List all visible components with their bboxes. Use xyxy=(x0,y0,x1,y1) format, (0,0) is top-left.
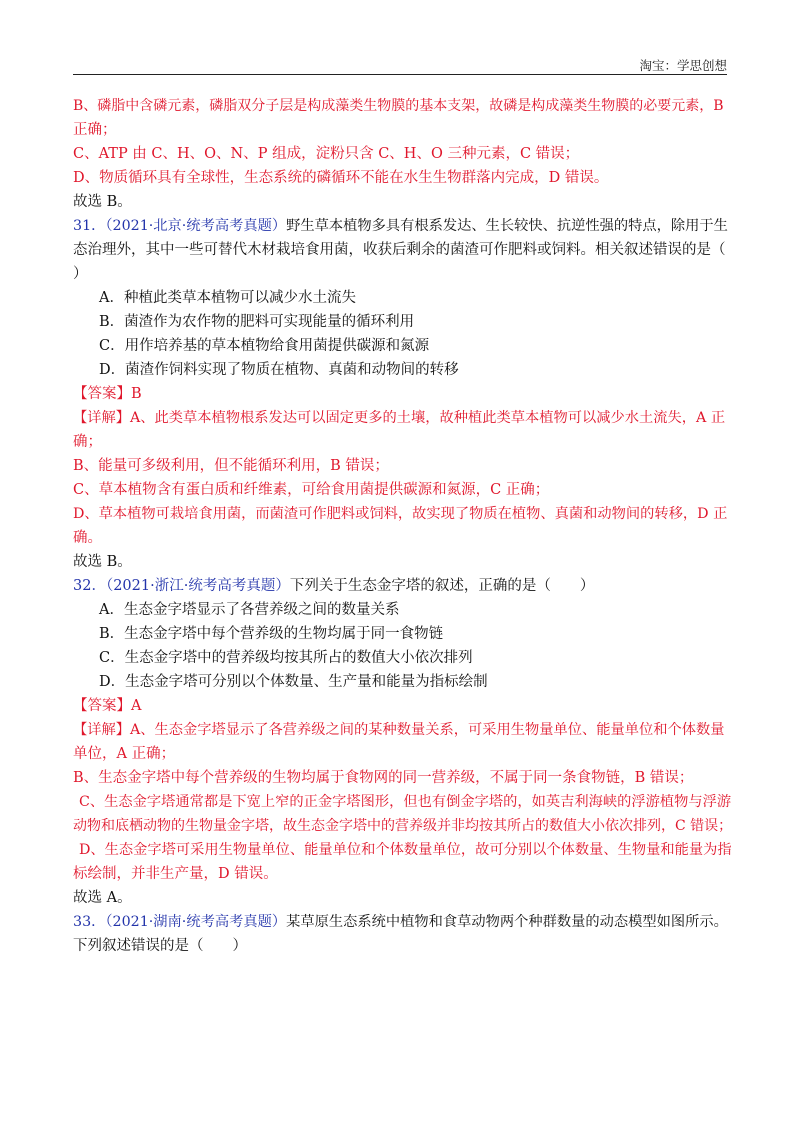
q32-option-b: B．生态金字塔中每个营养级的生物均属于同一食物链 xyxy=(99,626,444,642)
q32-stem-text: 下列关于生态金字塔的叙述，正确的是（ ） xyxy=(289,578,595,594)
q31-number: 31． xyxy=(73,218,106,234)
q31-detail-d-line2: 确。 xyxy=(73,530,102,546)
q32-source: （2021·浙江·统考高考真题） xyxy=(105,578,290,594)
q33-stem-line1 xyxy=(73,910,733,934)
q32-detail-c-line1: C、生态金字塔通常都是下宽上窄的正金字塔图形，但也有倒金字塔的，如英吉利海峡的浮游植物与浮游 xyxy=(79,794,732,810)
q31-detail-c: C、草本植物含有蛋白质和纤维素，可给食用菌提供碳源和氮源，C 正确； xyxy=(73,482,550,498)
q31-source: （2021·北京·统考高考真题） xyxy=(105,218,287,234)
q31-detail-b: B、能量可多级利用，但不能循环利用，B 错误； xyxy=(73,458,389,474)
q31-option-a: A．种植此类草本植物可以减少水土流失 xyxy=(99,290,356,306)
q33-number: 33． xyxy=(73,914,106,930)
q33-stem-text1: 某草原生态系统中植物和食草动物两个种群数量的动态模型如图所示。 xyxy=(286,914,728,930)
q32-detail-d-line1: D、生态金字塔可采用生物量单位、能量单位和个体数量单位，故可分别以个体数量、生物量和能量为指 xyxy=(79,842,732,858)
q32-choose: 故选 A。 xyxy=(73,890,132,906)
q32-option-c: C．生态金字塔中的营养级均按其所占的数值大小依次排列 xyxy=(99,650,473,666)
q31-option-b: B．菌渣作为农作物的肥料可实现能量的循环利用 xyxy=(99,314,415,330)
q32-option-d: D．生态金字塔可分别以个体数量、生产量和能量为指标绘制 xyxy=(99,674,488,690)
prev-detail-b-line2: 正确； xyxy=(73,122,117,138)
prev-choose: 故选 B。 xyxy=(73,194,132,210)
q31-option-d: D．菌渣作饲料实现了物质在植物、真菌和动物间的转移 xyxy=(99,362,459,378)
q32-detail-d-line2: 标绘制，并非生产量，D 错误。 xyxy=(73,866,278,882)
q32-stem-line xyxy=(73,574,733,598)
document-body xyxy=(73,94,733,958)
q31-answer: 【答案】B xyxy=(73,386,142,402)
page-header xyxy=(73,54,727,75)
q31-stem-line2: 态治理外，其中一些可替代木材栽培食用菌，收获后剩余的菌渣可作肥料或饲料。相关叙述错误的是（ xyxy=(73,242,726,258)
q31-stem-line3: ） xyxy=(73,266,88,282)
q31-stem-text1: 野生草本植物多具有根系发达、生长较快、抗逆性强的特点，除用于生 xyxy=(286,218,728,234)
q33-source: （2021·湖南·统考高考真题） xyxy=(105,914,287,930)
q33-stem-line2: 下列叙述错误的是（ ） xyxy=(73,938,247,954)
q31-stem-line1 xyxy=(73,214,733,238)
q31-detail-d-line1: D、草本植物可栽培食用菌，而菌渣可作肥料或饲料，故实现了物质在植物、真菌和动物间的转移，D 正 xyxy=(73,506,728,522)
q32-number: 32． xyxy=(73,578,106,594)
header-text: 淘宝：学思创想 xyxy=(639,58,727,73)
q32-detail-c-line2: 动物和底栖动物的生物量金字塔，故生态金字塔中的营养级并非均按其所占的数值大小依次排列，C 错误； xyxy=(73,818,733,834)
q31-detail-a-line2: 确； xyxy=(73,434,102,450)
q31-detail-a-line1: 【详解】A、此类草本植物根系发达可以固定更多的土壤，故种植此类草本植物可以减少水土流失，A 正 xyxy=(73,410,726,426)
prev-detail-b-line1: B、磷脂中含磷元素，磷脂双分子层是构成藻类生物膜的基本支架，故磷是构成藻类生物膜的必要元素，B xyxy=(73,98,724,114)
q32-detail-a-line2: 单位，A 正确； xyxy=(73,746,176,762)
prev-detail-d: D、物质循环具有全球性，生态系统的磷循环不能在水生生物群落内完成，D 错误。 xyxy=(73,170,609,186)
q32-detail-a-line1: 【详解】A、生态金字塔显示了各营养级之间的某种数量关系，可采用生物量单位、能量单位和个体数量 xyxy=(73,722,725,738)
q32-detail-b: B、生态金字塔中每个营养级的生物均属于食物网的同一营养级，不属于同一条食物链，B 错误； xyxy=(73,770,694,786)
prev-detail-c: C、ATP 由 C、H、O、N、P 组成，淀粉只含 C、H、O 三种元素，C 错误； xyxy=(73,146,580,162)
q32-answer: 【答案】A xyxy=(73,698,142,714)
q32-option-a: A．生态金字塔显示了各营养级之间的数量关系 xyxy=(99,602,400,618)
q31-choose: 故选 B。 xyxy=(73,554,132,570)
q31-option-c: C．用作培养基的草本植物给食用菌提供碳源和氮源 xyxy=(99,338,430,354)
